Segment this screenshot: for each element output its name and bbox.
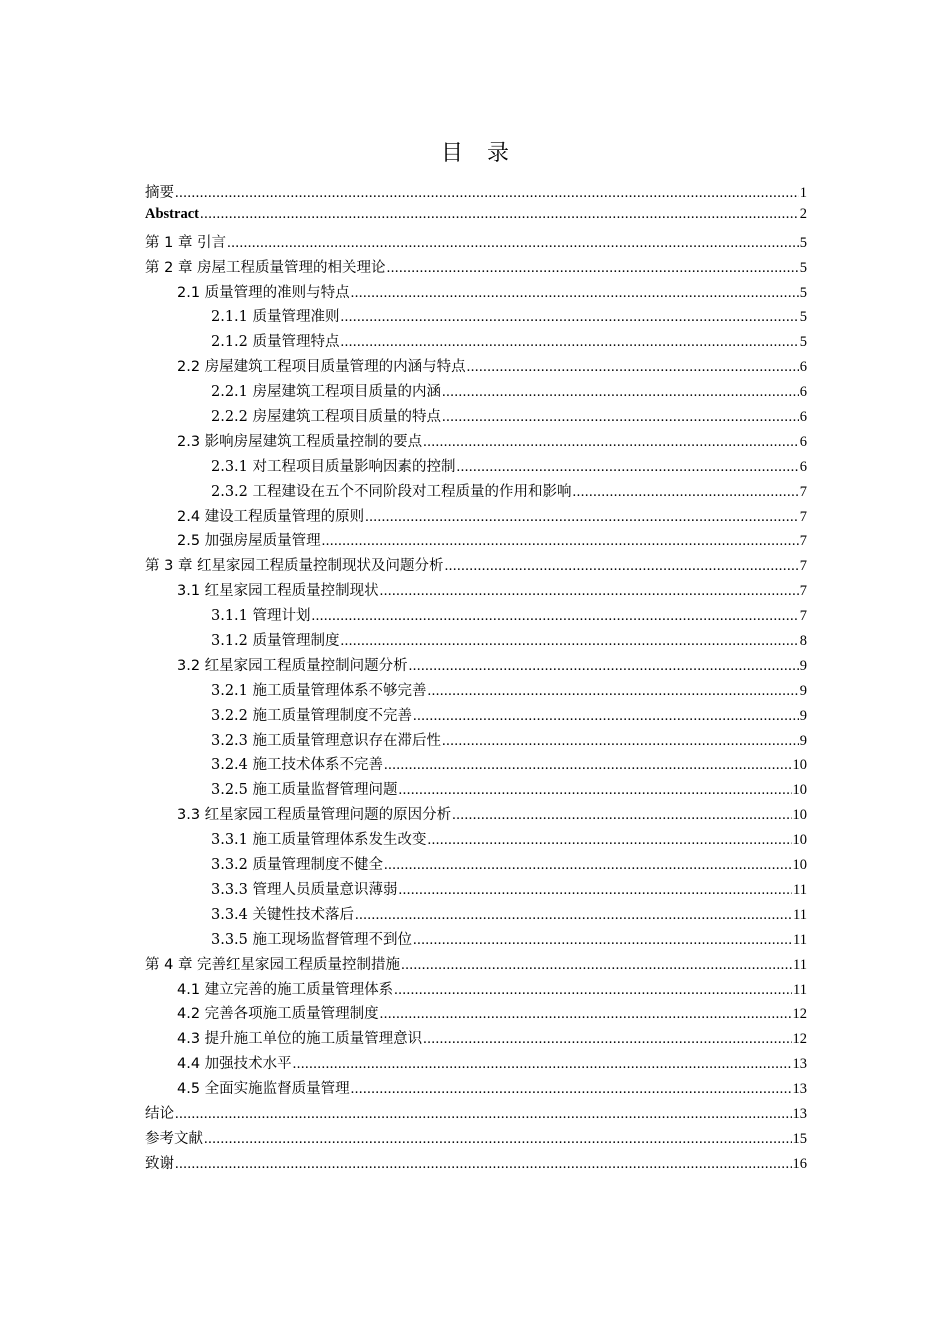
toc-entry[interactable] xyxy=(145,529,807,554)
toc-entry-label: 3.3.4 关键性技术落后 xyxy=(211,906,355,923)
toc-entry-label: 第 1 章 引言 xyxy=(145,234,227,251)
toc-entry-label: 3.2.2 施工质量管理制度不完善 xyxy=(211,707,413,724)
toc-entry-page-number: 6 xyxy=(799,384,807,401)
toc-entry[interactable] xyxy=(145,729,807,754)
toc-entry-label: 3.3.5 施工现场监督管理不到位 xyxy=(211,931,413,948)
toc-entry-label: 2.1.2 质量管理特点 xyxy=(211,334,340,351)
toc-entry-label: 3.3.3 管理人员质量意识薄弱 xyxy=(211,881,398,898)
toc-dot-leader xyxy=(399,782,792,799)
toc-dot-leader xyxy=(387,260,799,277)
toc-dot-leader xyxy=(322,533,799,550)
toc-entry[interactable] xyxy=(145,853,807,878)
toc-entry[interactable] xyxy=(145,753,807,778)
toc-entry[interactable] xyxy=(145,953,807,978)
toc-dot-leader xyxy=(355,907,792,924)
toc-entry-label: 结论 xyxy=(145,1105,174,1122)
toc-dot-leader xyxy=(399,882,793,899)
toc-entry[interactable] xyxy=(145,405,807,430)
toc-entry[interactable] xyxy=(145,1002,807,1027)
toc-entry-page-number: 6 xyxy=(799,433,807,450)
toc-entry-label: 2.2.1 房屋建筑工程项目质量的内涵 xyxy=(211,384,442,401)
toc-entry-label: 3.1 红星家园工程质量控制现状 xyxy=(177,583,379,600)
toc-entry[interactable] xyxy=(145,1027,807,1052)
toc-entry-page-number: 11 xyxy=(793,881,807,898)
toc-entry[interactable] xyxy=(145,654,807,679)
toc-entry-page-number: 1 xyxy=(799,185,807,201)
table-of-contents xyxy=(145,181,807,1177)
toc-entry-label: 4.4 加强技术水平 xyxy=(177,1056,292,1073)
toc-entry-label: 第 4 章 完善红星家园工程质量控制措施 xyxy=(145,956,401,973)
toc-entry-label: 3.2.5 施工质量监督管理问题 xyxy=(211,782,398,799)
toc-entry-page-number: 9 xyxy=(799,682,807,699)
toc-entry-page-number: 6 xyxy=(799,409,807,426)
toc-entry[interactable] xyxy=(145,878,807,903)
toc-entry-label: 3.3.2 质量管理制度不健全 xyxy=(211,857,384,874)
toc-entry[interactable] xyxy=(145,629,807,654)
toc-entry-label: 2.3.2 工程建设在五个不同阶段对工程质量的作用和影响 xyxy=(211,483,572,500)
toc-entry-page-number: 10 xyxy=(792,807,807,824)
toc-entry[interactable] xyxy=(145,355,807,380)
toc-dot-leader xyxy=(351,1081,792,1098)
toc-entry-label: 参考文献 xyxy=(145,1130,203,1147)
toc-entry-label: 2.1 质量管理的准则与特点 xyxy=(177,284,350,301)
toc-entry[interactable] xyxy=(145,505,807,530)
toc-entry-label: 3.3 红星家园工程质量管理问题的原因分析 xyxy=(177,807,452,824)
toc-entry-label: 3.2.1 施工质量管理体系不够完善 xyxy=(211,682,427,699)
toc-entry-label: 2.2.2 房屋建筑工程项目质量的特点 xyxy=(211,409,442,426)
toc-entry-page-number: 8 xyxy=(799,633,807,650)
toc-entry[interactable] xyxy=(145,1152,807,1177)
toc-entry[interactable] xyxy=(145,928,807,953)
toc-dot-leader xyxy=(442,409,799,426)
toc-entry-page-number: 6 xyxy=(799,359,807,376)
toc-entry[interactable] xyxy=(145,828,807,853)
toc-entry[interactable] xyxy=(145,978,807,1003)
toc-entry-page-number: 11 xyxy=(793,956,807,973)
toc-dot-leader xyxy=(175,185,799,202)
toc-entry-label: 4.3 提升施工单位的施工质量管理意识 xyxy=(177,1031,423,1048)
toc-entry[interactable] xyxy=(145,1077,807,1102)
toc-entry-page-number: 7 xyxy=(799,533,807,550)
toc-entry-label: Abstract xyxy=(145,205,199,222)
toc-entry-page-number: 7 xyxy=(799,608,807,625)
toc-dot-leader xyxy=(445,558,799,575)
toc-entry[interactable] xyxy=(145,778,807,803)
toc-title-char-2: 录 xyxy=(487,141,510,166)
toc-entry[interactable] xyxy=(145,181,807,206)
toc-entry-label: 第 3 章 红星家园工程质量控制现状及问题分析 xyxy=(145,558,444,575)
toc-entry-page-number: 7 xyxy=(799,483,807,500)
toc-entry[interactable] xyxy=(145,330,807,355)
toc-dot-leader xyxy=(341,334,799,351)
toc-entry-page-number: 12 xyxy=(792,1006,807,1023)
toc-entry-page-number: 11 xyxy=(793,906,807,923)
toc-dot-leader xyxy=(442,384,799,401)
toc-entry[interactable] xyxy=(145,380,807,405)
toc-dot-leader xyxy=(204,1131,792,1148)
toc-entry-page-number: 10 xyxy=(792,782,807,799)
toc-entry[interactable] xyxy=(145,480,807,505)
toc-dot-leader xyxy=(428,683,799,700)
toc-entry-page-number: 16 xyxy=(792,1155,807,1172)
toc-dot-leader xyxy=(423,434,799,451)
toc-entry[interactable] xyxy=(145,704,807,729)
toc-dot-leader xyxy=(401,957,792,974)
toc-dot-leader xyxy=(227,235,799,252)
toc-entry[interactable] xyxy=(145,803,807,828)
toc-entry-page-number: 5 xyxy=(799,234,807,251)
toc-entry-label: 4.5 全面实施监督质量管理 xyxy=(177,1081,350,1098)
toc-dot-leader xyxy=(380,1006,792,1023)
toc-entry-page-number: 9 xyxy=(799,657,807,674)
toc-entry-label: 致谢 xyxy=(145,1155,174,1172)
toc-dot-leader xyxy=(175,1106,792,1123)
toc-entry-label: 3.1.2 质量管理制度 xyxy=(211,633,340,650)
toc-entry-page-number: 13 xyxy=(792,1105,807,1122)
toc-entry-page-number: 5 xyxy=(799,309,807,326)
toc-entry-page-number: 5 xyxy=(799,334,807,351)
toc-entry[interactable] xyxy=(145,1102,807,1127)
toc-entry-page-number: 9 xyxy=(799,732,807,749)
toc-entry-page-number: 12 xyxy=(792,1031,807,1048)
toc-dot-leader xyxy=(409,658,799,675)
toc-title xyxy=(0,136,950,167)
toc-dot-leader xyxy=(312,608,799,625)
toc-entry-page-number: 6 xyxy=(799,458,807,475)
toc-entry-label: 摘要 xyxy=(145,185,174,201)
toc-entry-page-number: 5 xyxy=(799,259,807,276)
toc-dot-leader xyxy=(384,757,791,774)
toc-dot-leader xyxy=(452,807,791,824)
toc-entry-label: 3.1.1 管理计划 xyxy=(211,608,311,625)
toc-dot-leader xyxy=(175,1156,792,1173)
toc-title-char-1: 目 xyxy=(440,141,463,166)
toc-dot-leader xyxy=(200,206,799,223)
toc-dot-leader xyxy=(467,359,799,376)
toc-dot-leader xyxy=(365,509,799,526)
toc-entry[interactable] xyxy=(145,256,807,281)
toc-entry[interactable] xyxy=(145,604,807,629)
toc-entry[interactable] xyxy=(145,903,807,928)
toc-entry-page-number: 15 xyxy=(792,1130,807,1147)
toc-entry-label: 3.2.4 施工技术体系不完善 xyxy=(211,757,384,774)
toc-entry-page-number: 11 xyxy=(793,981,807,998)
toc-entry[interactable] xyxy=(145,281,807,306)
toc-dot-leader xyxy=(351,285,799,302)
toc-entry[interactable] xyxy=(145,554,807,579)
toc-entry[interactable] xyxy=(145,430,807,455)
toc-dot-leader xyxy=(413,708,799,725)
toc-entry-label: 2.4 建设工程质量管理的原则 xyxy=(177,508,365,525)
toc-dot-leader xyxy=(573,484,799,501)
toc-entry-label: 2.1.1 质量管理准则 xyxy=(211,309,340,326)
toc-entry-page-number: 9 xyxy=(799,707,807,724)
toc-entry[interactable] xyxy=(145,455,807,480)
toc-entry[interactable] xyxy=(145,206,807,231)
toc-entry-page-number: 10 xyxy=(792,832,807,849)
toc-entry-page-number: 13 xyxy=(792,1081,807,1098)
toc-entry-label: 4.2 完善各项施工质量管理制度 xyxy=(177,1006,379,1023)
toc-entry-label: 2.2 房屋建筑工程项目质量管理的内涵与特点 xyxy=(177,359,466,376)
toc-dot-leader xyxy=(380,583,799,600)
toc-dot-leader xyxy=(442,733,799,750)
toc-entry-label: 3.3.1 施工质量管理体系发生改变 xyxy=(211,832,427,849)
toc-dot-leader xyxy=(293,1056,792,1073)
toc-dot-leader xyxy=(428,832,792,849)
toc-dot-leader xyxy=(341,309,799,326)
toc-dot-leader xyxy=(413,932,792,949)
toc-entry[interactable] xyxy=(145,1052,807,1077)
toc-entry-page-number: 5 xyxy=(799,284,807,301)
toc-entry-page-number: 7 xyxy=(799,508,807,525)
toc-entry-label: 4.1 建立完善的施工质量管理体系 xyxy=(177,981,394,998)
toc-entry-page-number: 11 xyxy=(793,931,807,948)
toc-entry-label: 2.3 影响房屋建筑工程质量控制的要点 xyxy=(177,433,423,450)
toc-dot-leader xyxy=(341,633,799,650)
toc-entry[interactable] xyxy=(145,305,807,330)
toc-entry-page-number: 7 xyxy=(799,583,807,600)
toc-entry-page-number: 2 xyxy=(799,205,807,222)
toc-entry-label: 第 2 章 房屋工程质量管理的相关理论 xyxy=(145,259,386,276)
toc-entry-label: 2.3.1 对工程项目质量影响因素的控制 xyxy=(211,458,456,475)
toc-dot-leader xyxy=(423,1031,791,1048)
toc-dot-leader xyxy=(457,459,799,476)
toc-entry-label: 2.5 加强房屋质量管理 xyxy=(177,533,321,550)
toc-entry[interactable] xyxy=(145,679,807,704)
toc-dot-leader xyxy=(384,857,791,874)
toc-entry-label: 3.2 红星家园工程质量控制问题分析 xyxy=(177,657,408,674)
toc-entry-label: 3.2.3 施工质量管理意识存在滞后性 xyxy=(211,732,442,749)
toc-entry[interactable] xyxy=(145,231,807,256)
toc-entry-page-number: 13 xyxy=(792,1056,807,1073)
toc-entry[interactable] xyxy=(145,579,807,604)
toc-dot-leader xyxy=(394,982,792,999)
toc-entry-page-number: 7 xyxy=(799,558,807,575)
toc-entry-page-number: 10 xyxy=(792,757,807,774)
toc-entry[interactable] xyxy=(145,1127,807,1152)
toc-entry-page-number: 10 xyxy=(792,857,807,874)
